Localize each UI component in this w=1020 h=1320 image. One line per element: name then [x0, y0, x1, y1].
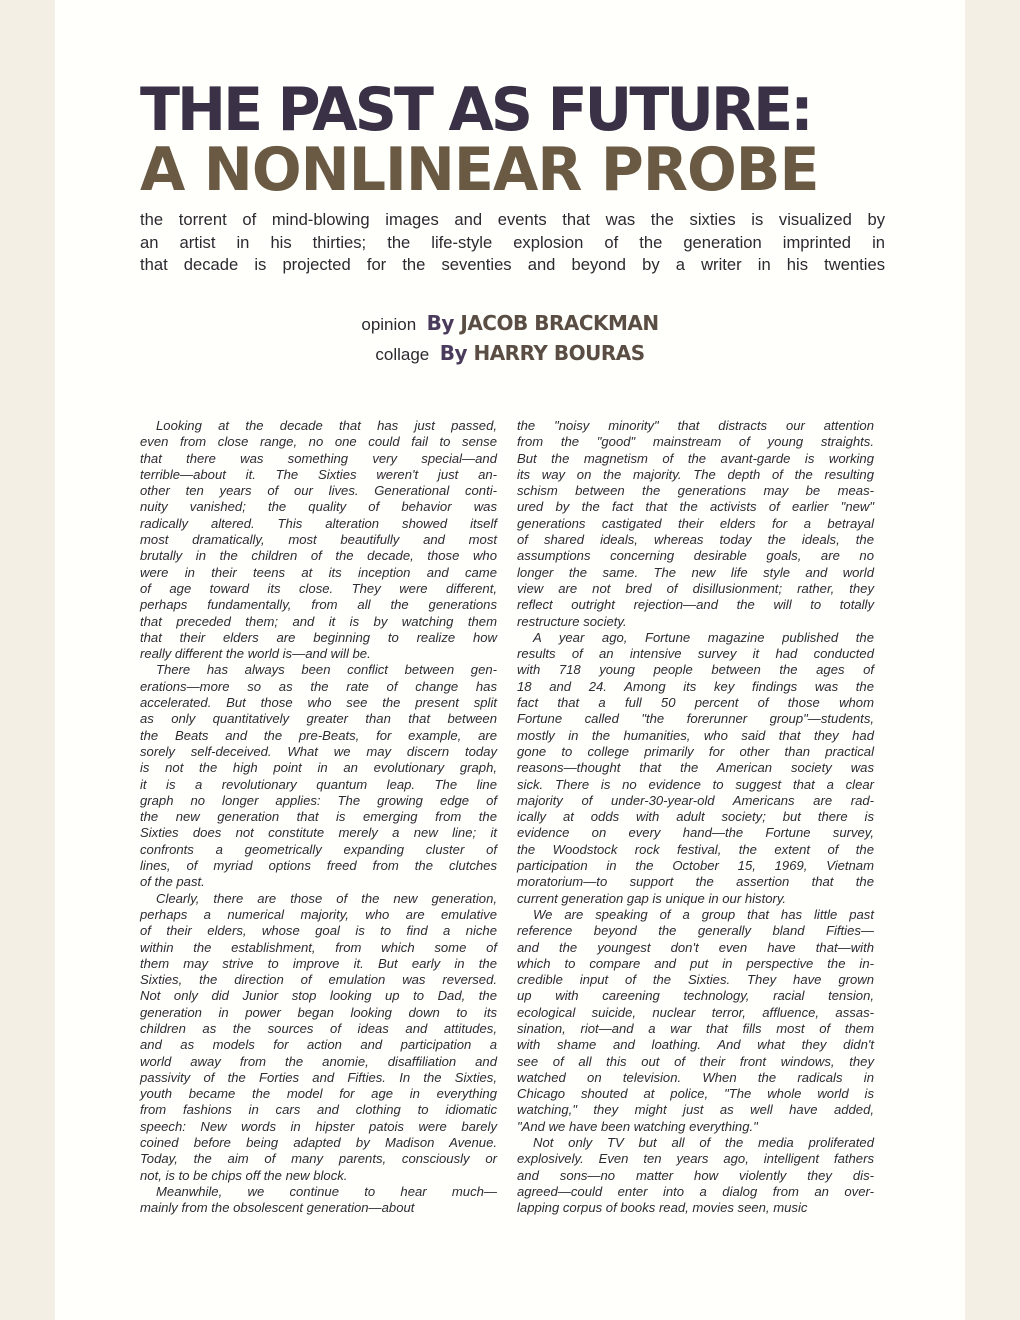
body-line: up with careening technology, racial tension, — [517, 988, 874, 1004]
body-line: and the youngest don't even have that—with — [517, 939, 874, 955]
byline-by: By — [426, 311, 454, 335]
body-line: sination, riot—and a war that fills most of them — [517, 1020, 874, 1036]
byline-by: By — [439, 341, 467, 365]
body-line: with shame and loathing. And what they didn't — [517, 1037, 874, 1053]
body-line: as only quantitatively greater than that between — [140, 711, 497, 727]
body-line: brutally in the children of the decade, those who — [140, 548, 497, 564]
body-column-right — [517, 418, 874, 1217]
body-line: coined before being adapted by Madison Avenue. — [140, 1135, 497, 1151]
headline-line-1: THE PAST AS FUTURE: — [140, 75, 811, 145]
body-line: Sixties does not constitute merely a new line; it — [140, 825, 497, 841]
body-line: from the "good" mainstream of young straights. — [517, 434, 874, 450]
body-line: graph no longer applies: The growing edge of — [140, 792, 497, 808]
body-line: current generation gap is unique in our history. — [517, 890, 787, 906]
body-line: youth became the model for age in everything — [140, 1086, 497, 1102]
body-line: from fashions in cars and clothing to idiomatic — [140, 1102, 497, 1118]
body-line: view are not bred of disillusionment; rather, they — [517, 580, 874, 596]
body-line: Not only did Junior stop looking up to Dad, the — [140, 988, 497, 1004]
body-line: Chicago shouted at police, "The whole world is — [517, 1086, 874, 1102]
body-line: Not only TV but all of the media proliferated — [533, 1135, 874, 1151]
body-line: accelerated. But those who see the present split — [140, 695, 497, 711]
body-line: generation in power began looking down to its — [140, 1004, 497, 1020]
body-line: children as the sources of ideas and attitudes, — [140, 1020, 497, 1036]
byline-role: collage — [375, 345, 430, 364]
body-line: gone to college primarily for other than practical — [517, 743, 874, 759]
body-line: agreed—could enter into a dialog from an over- — [517, 1183, 874, 1199]
body-line: results of an intensive survey it had conducted — [517, 646, 874, 662]
body-line: "And we have been watching everything." — [517, 1118, 758, 1134]
body-line: credible input of the Sixties. They have grown — [517, 972, 874, 988]
body-line: even from close range, no one could fail to sense — [140, 434, 497, 450]
body-line: that their elders are beginning to realize how — [140, 629, 497, 645]
body-line: Looking at the decade that has just passed, — [156, 418, 497, 433]
body-line: sick. There is no evidence to suggest that a clear — [517, 776, 874, 792]
body-line: of age toward its close. They were different, — [140, 580, 497, 596]
body-line: and sons—no matter how violently they dis- — [517, 1167, 874, 1183]
body-line: them may strive to improve it. But early in the — [140, 955, 497, 971]
body-line: lapping corpus of books read, movies seen, music — [517, 1200, 808, 1216]
body-line: with 718 young people between the ages of — [517, 662, 874, 678]
body-line: mainly from the obsolescent generation—about — [140, 1200, 415, 1216]
body-line: and as models for action and participation a — [140, 1037, 497, 1053]
body-line: perhaps fundamentally, from all the generations — [140, 597, 497, 613]
deck-subtitle — [140, 209, 885, 277]
body-line: sorely self-deceived. What we may discern today — [140, 743, 497, 759]
body-line: nuity vanished; the quality of behavior was — [140, 499, 497, 515]
body-line: assumptions concerning desirable goals, are no — [517, 548, 874, 564]
byline-opinion — [0, 311, 1020, 335]
headline-line-2: A NONLINEAR PROBE — [140, 135, 819, 205]
body-line: reflect outright rejection—and the will to totally — [517, 597, 874, 613]
body-line: Fortune called "the forerunner group"—students, — [517, 711, 874, 727]
body-line: the Woodstock rock festival, the extent of the — [517, 841, 874, 857]
body-line: which to compare and put in perspective the in- — [517, 955, 874, 971]
body-line: erations—more so as the rate of change has — [140, 678, 497, 694]
byline-role: opinion — [361, 315, 417, 334]
deck-line: an artist in his thirties; the life-style explosion of the generation imprinted in — [140, 232, 885, 252]
body-line: not, is to be chips off the new block. — [140, 1167, 348, 1183]
deck-line: that decade is projected for the seventies and beyond by a writer in his twenties — [140, 255, 885, 274]
body-line: explosively. Even ten years ago, intelligent fathers — [517, 1151, 874, 1167]
body-line: confronts a geometrically expanding cluster of — [140, 841, 497, 857]
body-line: of the past. — [140, 874, 205, 890]
body-line: restructure society. — [517, 613, 627, 629]
body-line: ured by the fact that the activists of earlier "new" — [517, 499, 874, 515]
body-column-left — [140, 418, 497, 1217]
body-line: speech: New words in hipster patois were barely — [140, 1118, 497, 1134]
body-line: its way on the majority. The depth of the resulting — [517, 466, 874, 482]
byline-artist: HARRY BOURAS — [473, 341, 645, 365]
body-line: passivity of the Forties and Fifties. In the Sixties, — [140, 1069, 497, 1085]
body-line: terrible—about it. The Sixties weren't just an- — [140, 466, 497, 482]
body-line: lines, of myriad options freed from the clutches — [140, 858, 497, 874]
body-line: the "noisy minority" that distracts our attention — [517, 418, 874, 433]
body-line: reasons—thought that the American society was — [517, 760, 874, 776]
body-line: watched on television. When the radicals in — [517, 1069, 874, 1085]
body-line: of shared ideals, whereas today the ideals, the — [517, 532, 874, 548]
body-line: most dramatically, most beautifully and most — [140, 532, 497, 548]
body-line: mostly in the humanities, who said that they had — [517, 727, 874, 743]
body-line: that preceded them; and it is by watching them — [140, 613, 497, 629]
body-line: But the magnetism of the avant-garde is working — [517, 450, 874, 466]
body-line: other ten years of our lives. Generational conti- — [140, 483, 497, 499]
body-line: see of all this out of their front windows, they — [517, 1053, 874, 1069]
body-line: radically altered. This alteration showed itself — [140, 515, 497, 531]
body-line: of their elders, whose goal is to find a niche — [140, 923, 497, 939]
body-line: fact that a full 50 percent of those whom — [517, 695, 874, 711]
body-line: ecological suicide, nuclear terror, affluence, assas- — [517, 1004, 874, 1020]
body-line: is not the high point in an evolutionary graph, — [140, 760, 497, 776]
byline-name — [440, 341, 645, 365]
body-line: A year ago, Fortune magazine published the — [533, 629, 874, 645]
body-line: Today, the aim of many parents, consciously or — [140, 1151, 497, 1167]
body-line: it is a revolutionary quantum leap. The line — [140, 776, 497, 792]
body-line: really different the world is—and will be. — [140, 646, 371, 662]
body-line: participation in the October 15, 1969, Vietnam — [517, 858, 874, 874]
body-line: We are speaking of a group that has little past — [533, 906, 874, 922]
body-line: Sixties, the direction of emulation was reversed. — [140, 972, 497, 988]
byline-collage — [0, 341, 1020, 365]
body-line: 18 and 24. Among its key findings was the — [517, 678, 874, 694]
body-line: longer the same. The new life style and world — [517, 564, 874, 580]
body-line: ically at odds with adult society; but there is — [517, 809, 874, 825]
body-line: perhaps a numerical majority, who are emulative — [140, 906, 497, 922]
body-line: generations castigated their elders for a betrayal — [517, 515, 874, 531]
body-line: within the establishment, from which some of — [140, 939, 497, 955]
body-line: reference beyond the generally bland Fifties— — [517, 923, 874, 939]
byline-name — [427, 311, 659, 335]
body-line: watching," they might just as well have added, — [517, 1102, 874, 1118]
body-line: Clearly, there are those of the new generation, — [156, 890, 497, 906]
byline-author: JACOB BRACKMAN — [460, 311, 659, 335]
body-line: the Beats and the pre-Beats, for example, are — [140, 727, 497, 743]
body-line: evidence on every hand—the Fortune survey, — [517, 825, 874, 841]
body-line: that there was something very special—and — [140, 450, 497, 466]
body-line: schism between the generations may be meas- — [517, 483, 874, 499]
body-line: were in their teens at its inception and came — [140, 564, 497, 580]
deck-line: the torrent of mind-blowing images and events that was the sixties is visualized by — [140, 210, 885, 229]
body-line: Meanwhile, we continue to hear much— — [156, 1183, 497, 1199]
body-line: world away from the anomie, disaffiliation and — [140, 1053, 497, 1069]
body-line: moratorium—to support the assertion that the — [517, 874, 874, 890]
body-line: the new generation that is emerging from the — [140, 809, 497, 825]
body-line: There has always been conflict between gen- — [156, 662, 497, 678]
body-line: majority of under-30-year-old Americans are rad- — [517, 792, 874, 808]
